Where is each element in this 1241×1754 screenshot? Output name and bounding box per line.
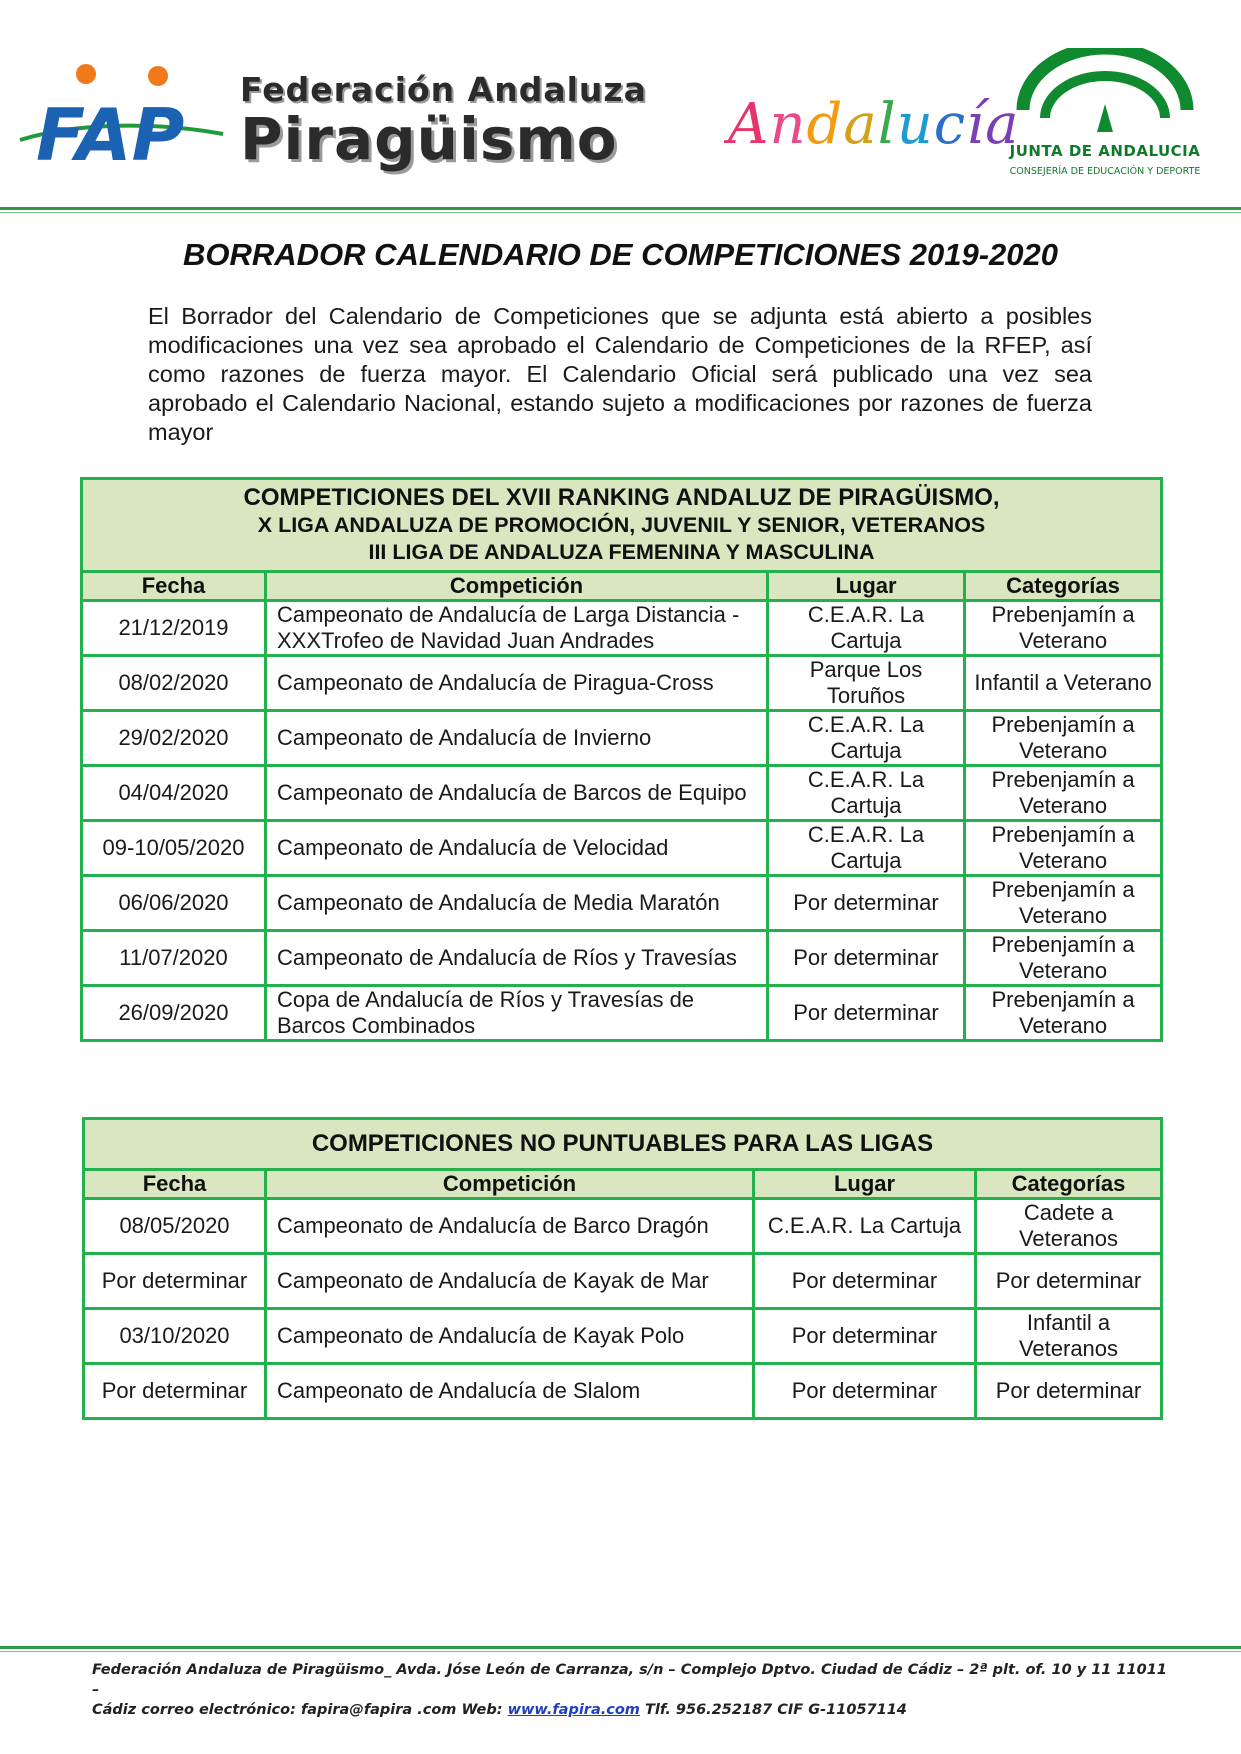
column-header-fecha: Fecha bbox=[84, 1170, 266, 1199]
cell-categorias: Prebenjamín a Veterano bbox=[965, 931, 1162, 986]
cell-fecha: Por determinar bbox=[84, 1254, 266, 1309]
cell-fecha: 11/07/2020 bbox=[82, 931, 266, 986]
footer-divider-thin bbox=[0, 1651, 1241, 1652]
cell-categorias: Prebenjamín a Veterano bbox=[965, 821, 1162, 876]
cell-lugar: Por determinar bbox=[768, 876, 965, 931]
andalucia-letter: a bbox=[843, 92, 878, 157]
cell-categorias: Cadete a Veteranos bbox=[976, 1199, 1162, 1254]
junta-name: JUNTA DE ANDALUCIA bbox=[1009, 142, 1201, 160]
cell-fecha: 08/02/2020 bbox=[82, 656, 266, 711]
fap-logo-icon bbox=[18, 62, 228, 172]
cell-fecha: 08/05/2020 bbox=[84, 1199, 266, 1254]
cell-competicion: Campeonato de Andalucía de Piragua-Cross bbox=[266, 656, 768, 711]
cell-categorias: Infantil a Veteranos bbox=[976, 1309, 1162, 1364]
cell-fecha: 21/12/2019 bbox=[82, 601, 266, 656]
andalucia-letter: n bbox=[769, 92, 807, 157]
cell-fecha: Por determinar bbox=[84, 1364, 266, 1419]
cell-lugar: C.E.A.R. La Cartuja bbox=[768, 766, 965, 821]
column-header-lugar: Lugar bbox=[768, 572, 965, 601]
cell-competicion: Campeonato de Andalucía de Slalom bbox=[266, 1364, 754, 1419]
table-row bbox=[82, 931, 1162, 986]
cell-lugar: Por determinar bbox=[754, 1364, 976, 1419]
cell-lugar: Parque Los Toruños bbox=[768, 656, 965, 711]
andalucia-letter: d bbox=[806, 92, 844, 157]
footer-email: Cádiz correo electrónico: fapira@fapira .com Web: bbox=[92, 1702, 508, 1718]
cell-categorias: Prebenjamín a Veterano bbox=[965, 601, 1162, 656]
table-row bbox=[82, 766, 1162, 821]
table-caption: COMPETICIONES NO PUNTUABLES PARA LAS LIGAS bbox=[84, 1119, 1162, 1170]
cell-competicion: Campeonato de Andalucía de Barco Dragón bbox=[266, 1199, 754, 1254]
cell-fecha: 09-10/05/2020 bbox=[82, 821, 266, 876]
cell-competicion: Campeonato de Andalucía de Media Maratón bbox=[266, 876, 768, 931]
table-caption-row bbox=[82, 479, 1162, 572]
cell-competicion: Campeonato de Andalucía de Kayak Polo bbox=[266, 1309, 754, 1364]
non-scoring-competitions-table bbox=[82, 1117, 1163, 1420]
table-row bbox=[82, 711, 1162, 766]
table-row bbox=[84, 1199, 1162, 1254]
andalucia-letter: u bbox=[896, 92, 934, 157]
cell-categorias: Prebenjamín a Veterano bbox=[965, 711, 1162, 766]
cell-lugar: Por determinar bbox=[754, 1309, 976, 1364]
cell-competicion: Campeonato de Andalucía de Ríos y Travesías bbox=[266, 931, 768, 986]
cell-competicion: Campeonato de Andalucía de Invierno bbox=[266, 711, 768, 766]
table-row bbox=[84, 1309, 1162, 1364]
cell-lugar: Por determinar bbox=[768, 931, 965, 986]
website-link[interactable]: www.fapira.com bbox=[507, 1702, 640, 1718]
cell-lugar: Por determinar bbox=[768, 986, 965, 1041]
footer-address: Federación Andaluza de Piragüismo_ Avda. Jóse León de Carranza, s/n – Complejo Dptvo. Ciudad de Cádiz – 2ª plt. of. 10 y 11 11011 – bbox=[92, 1662, 1167, 1698]
cell-competicion: Campeonato de Andalucía de Barcos de Equipo bbox=[266, 766, 768, 821]
intro-paragraph: El Borrador del Calendario de Competiciones que se adjunta está abierto a posibles modificaciones una vez sea aprobado el Calendario de Competiciones de la RFEP, así como razones de fuerza mayor. El Calendario Oficial será publicado una vez sea aprobado el Calendario Nacional, estando sujeto a modificaciones por razones de fuerza mayor bbox=[148, 303, 1092, 445]
footer-divider bbox=[0, 1646, 1241, 1649]
cell-categorias: Por determinar bbox=[976, 1254, 1162, 1309]
cell-competicion: Campeonato de Andalucía de Velocidad bbox=[266, 821, 768, 876]
andalucia-logo bbox=[728, 92, 1019, 157]
table-row bbox=[84, 1254, 1162, 1309]
andalucia-letter: A bbox=[728, 92, 770, 157]
cell-fecha: 03/10/2020 bbox=[84, 1309, 266, 1364]
table-row bbox=[82, 821, 1162, 876]
cell-fecha: 29/02/2020 bbox=[82, 711, 266, 766]
cell-fecha: 04/04/2020 bbox=[82, 766, 266, 821]
cell-competicion: Copa de Andalucía de Ríos y Travesías de Barcos Combinados bbox=[266, 986, 768, 1041]
cell-categorias: Prebenjamín a Veterano bbox=[965, 766, 1162, 821]
caption-line-2: X LIGA ANDALUZA DE PROMOCIÓN, JUVENIL Y SENIOR, VETERANOS bbox=[257, 513, 986, 537]
column-header-categorias: Categorías bbox=[965, 572, 1162, 601]
cell-competicion: Campeonato de Andalucía de Kayak de Mar bbox=[266, 1254, 754, 1309]
cell-lugar: C.E.A.R. La Cartuja bbox=[768, 821, 965, 876]
cell-categorias: Por determinar bbox=[976, 1364, 1162, 1419]
table-header-row bbox=[82, 572, 1162, 601]
table-caption-row bbox=[84, 1119, 1162, 1170]
ranking-competitions-table bbox=[80, 477, 1163, 1042]
footer-phone-cif: Tlf. 956.252187 CIF G-11057114 bbox=[639, 1702, 907, 1718]
document-title: BORRADOR CALENDARIO DE COMPETICIONES 2019-2020 bbox=[182, 237, 1059, 272]
table-row bbox=[82, 601, 1162, 656]
table-row bbox=[82, 876, 1162, 931]
cell-categorias: Prebenjamín a Veterano bbox=[965, 876, 1162, 931]
federation-name-line1: Federación Andaluza bbox=[240, 70, 647, 109]
table-row bbox=[82, 656, 1162, 711]
header-divider-thin bbox=[0, 212, 1241, 213]
federation-name-line2: Piragüismo bbox=[240, 105, 618, 173]
cell-lugar: Por determinar bbox=[754, 1254, 976, 1309]
cell-categorias: Prebenjamín a Veterano bbox=[965, 986, 1162, 1041]
table-row bbox=[82, 986, 1162, 1041]
cell-lugar: C.E.A.R. La Cartuja bbox=[754, 1199, 976, 1254]
column-header-fecha: Fecha bbox=[82, 572, 266, 601]
junta-department: CONSEJERÍA DE EDUCACIÓN Y DEPORTE bbox=[1009, 166, 1201, 177]
column-header-competicion: Competición bbox=[266, 1170, 754, 1199]
andalucia-letter: l bbox=[877, 92, 897, 157]
caption-line-1: COMPETICIONES DEL XVII RANKING ANDALUZ DE PIRAGÜISMO, bbox=[243, 484, 1000, 511]
cell-lugar: C.E.A.R. La Cartuja bbox=[768, 601, 965, 656]
table-caption bbox=[82, 479, 1162, 572]
cell-fecha: 26/09/2020 bbox=[82, 986, 266, 1041]
cell-fecha: 06/06/2020 bbox=[82, 876, 266, 931]
header-divider bbox=[0, 207, 1241, 210]
andalucia-letter: ía bbox=[966, 92, 1020, 157]
cell-lugar: C.E.A.R. La Cartuja bbox=[768, 711, 965, 766]
page-header bbox=[0, 0, 1241, 215]
column-header-competicion: Competición bbox=[266, 572, 768, 601]
column-header-lugar: Lugar bbox=[754, 1170, 976, 1199]
column-header-categorias: Categorías bbox=[976, 1170, 1162, 1199]
andalucia-letter: c bbox=[933, 92, 967, 157]
caption-line-3: III LIGA DE ANDALUZA FEMENINA Y MASCULINA bbox=[368, 540, 875, 564]
table-row bbox=[84, 1364, 1162, 1419]
table-header-row bbox=[84, 1170, 1162, 1199]
federation-title bbox=[240, 70, 647, 173]
page-footer bbox=[92, 1660, 1172, 1720]
fap-logo-letters: FAP bbox=[36, 93, 185, 172]
cell-competicion: Campeonato de Andalucía de Larga Distancia - XXXTrofeo de Navidad Juan Andrades bbox=[266, 601, 768, 656]
cell-categorias: Infantil a Veterano bbox=[965, 656, 1162, 711]
footer-contact bbox=[92, 1700, 1172, 1720]
